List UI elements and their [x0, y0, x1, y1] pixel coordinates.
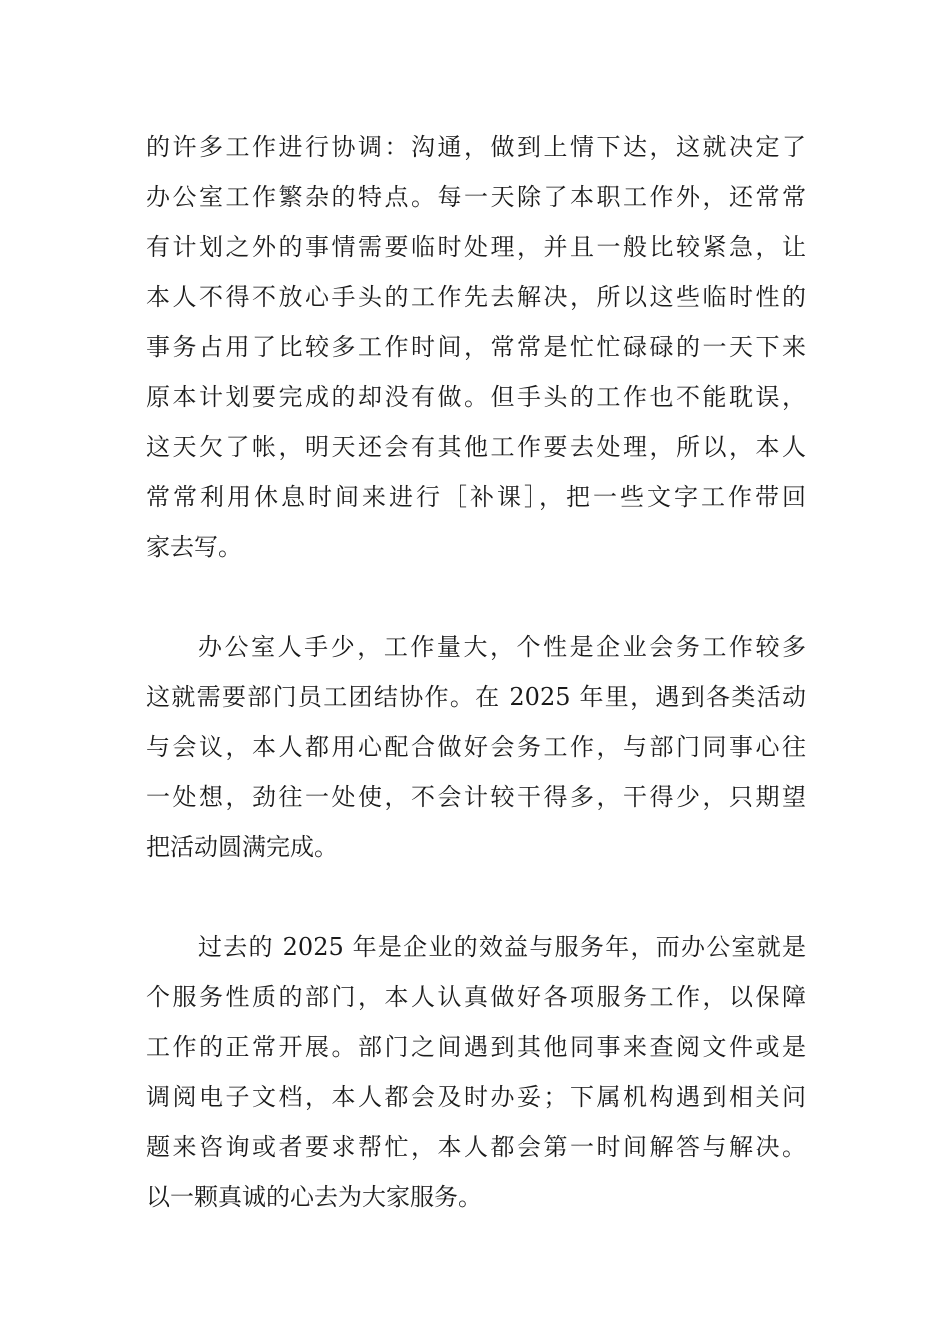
text-line: 常常利用休息时间来进行［补课］，把一些文字工作带回 — [146, 483, 806, 511]
text-line: 把活动圆满完成。 — [146, 833, 338, 861]
text-line: 个服务性质的部门，本人认真做好各项服务工作，以保障 — [146, 983, 806, 1011]
text-line: 有计划之外的事情需要临时处理，并且一般比较紧急，让 — [146, 233, 806, 261]
text-line: 过去的 2025 年是企业的效益与服务年，而办公室就是 — [198, 933, 806, 961]
text-line: 的许多工作进行协调：沟通，做到上情下达，这就决定了 — [146, 133, 806, 161]
text-line: 调阅电子文档，本人都会及时办妥；下属机构遇到相关问 — [146, 1083, 806, 1111]
text-line: 家去写。 — [146, 533, 242, 561]
text-line: 本人不得不放心手头的工作先去解决，所以这些临时性的 — [146, 283, 806, 311]
text-line: 事务占用了比较多工作时间，常常是忙忙碌碌的一天下来 — [146, 333, 806, 361]
text-line: 工作的正常开展。部门之间遇到其他同事来查阅文件或是 — [146, 1033, 806, 1061]
paragraph-2 — [146, 622, 806, 872]
text-line: 办公室工作繁杂的特点。每一天除了本职工作外，还常常 — [146, 183, 806, 211]
paragraph-spacer — [146, 872, 806, 922]
text-line: 题来咨询或者要求帮忙，本人都会第一时间解答与解决。 — [146, 1133, 806, 1161]
text-line: 这天欠了帐，明天还会有其他工作要去处理，所以，本人 — [146, 433, 806, 461]
text-line: 以一颗真诚的心去为大家服务。 — [146, 1183, 482, 1211]
paragraph-3 — [146, 922, 806, 1222]
text-line: 原本计划要完成的却没有做。但手头的工作也不能耽误， — [146, 383, 806, 411]
document-body — [146, 122, 806, 1222]
text-line: 办公室人手少，工作量大，个性是企业会务工作较多 — [198, 633, 806, 661]
text-line: 这就需要部门员工团结协作。在 2025 年里，遇到各类活动 — [146, 683, 806, 711]
text-line: 一处想，劲往一处使，不会计较干得多，干得少，只期望 — [146, 783, 806, 811]
paragraph-spacer — [146, 572, 806, 622]
text-line: 与会议，本人都用心配合做好会务工作，与部门同事心往 — [146, 733, 806, 761]
paragraph-1 — [146, 122, 806, 572]
